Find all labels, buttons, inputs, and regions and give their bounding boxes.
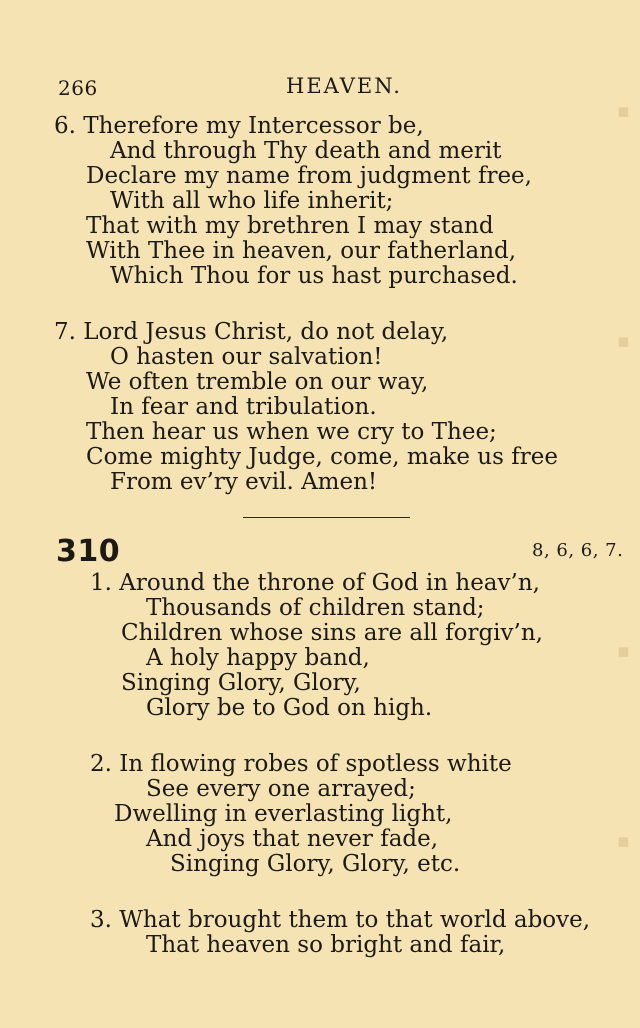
page-number: 266 [58,76,98,100]
verse-line: Children whose sins are all forgiv’n, [121,620,543,646]
show-through-decoration: ▪ [617,830,630,852]
running-title: HEAVEN. [286,74,402,98]
verse-line: We often tremble on our way, [86,369,429,395]
hymn-number: 310 [56,534,121,569]
verse-line: 6. Therefore my Intercessor be, [54,113,424,139]
verse-line: O hasten our salvation! [110,344,383,370]
verse-line: That with my brethren I may stand [86,213,494,239]
verse-line: Then hear us when we cry to Thee; [86,419,497,445]
verse-line: From ev’ry evil. Amen! [110,469,378,495]
verse-line: A holy happy band, [146,645,370,671]
verse-line: Thousands of children stand; [146,595,485,621]
hymn-meter: 8, 6, 6, 7. [532,540,624,561]
verse-line: In fear and tribulation. [110,394,377,420]
verse-line: 7. Lord Jesus Christ, do not delay, [54,319,449,345]
verse-line: Come mighty Judge, come, make us free [86,444,558,470]
hymn-divider [243,517,410,518]
show-through-decoration: ▪ [617,330,630,352]
verse-line: With Thee in heaven, our fatherland, [86,238,517,264]
verse-line: 1. Around the throne of God in heav’n, [90,570,540,596]
show-through-decoration: ▪ [617,100,630,122]
verse-line: 3. What brought them to that world above, [90,907,591,933]
verse-line: Singing Glory, Glory, etc. [170,851,461,877]
verse-line: Dwelling in everlasting light, [114,801,453,827]
verse-line: Singing Glory, Glory, [121,670,361,696]
verse-line: That heaven so bright and fair, [146,932,506,958]
show-through-decoration: ▪ [617,640,630,662]
verse-line: See every one arrayed; [146,776,416,802]
verse-line: Declare my name from judgment free, [86,163,532,189]
verse-line: Which Thou for us hast purchased. [110,263,518,289]
verse-line: With all who life inherit; [110,188,394,214]
page-header [58,74,478,102]
verse-line: 2. In flowing robes of spotless white [90,751,512,777]
verse-line: And through Thy death and merit [110,138,502,164]
verse-line: Glory be to God on high. [146,695,433,721]
verse-line: And joys that never fade, [146,826,439,852]
